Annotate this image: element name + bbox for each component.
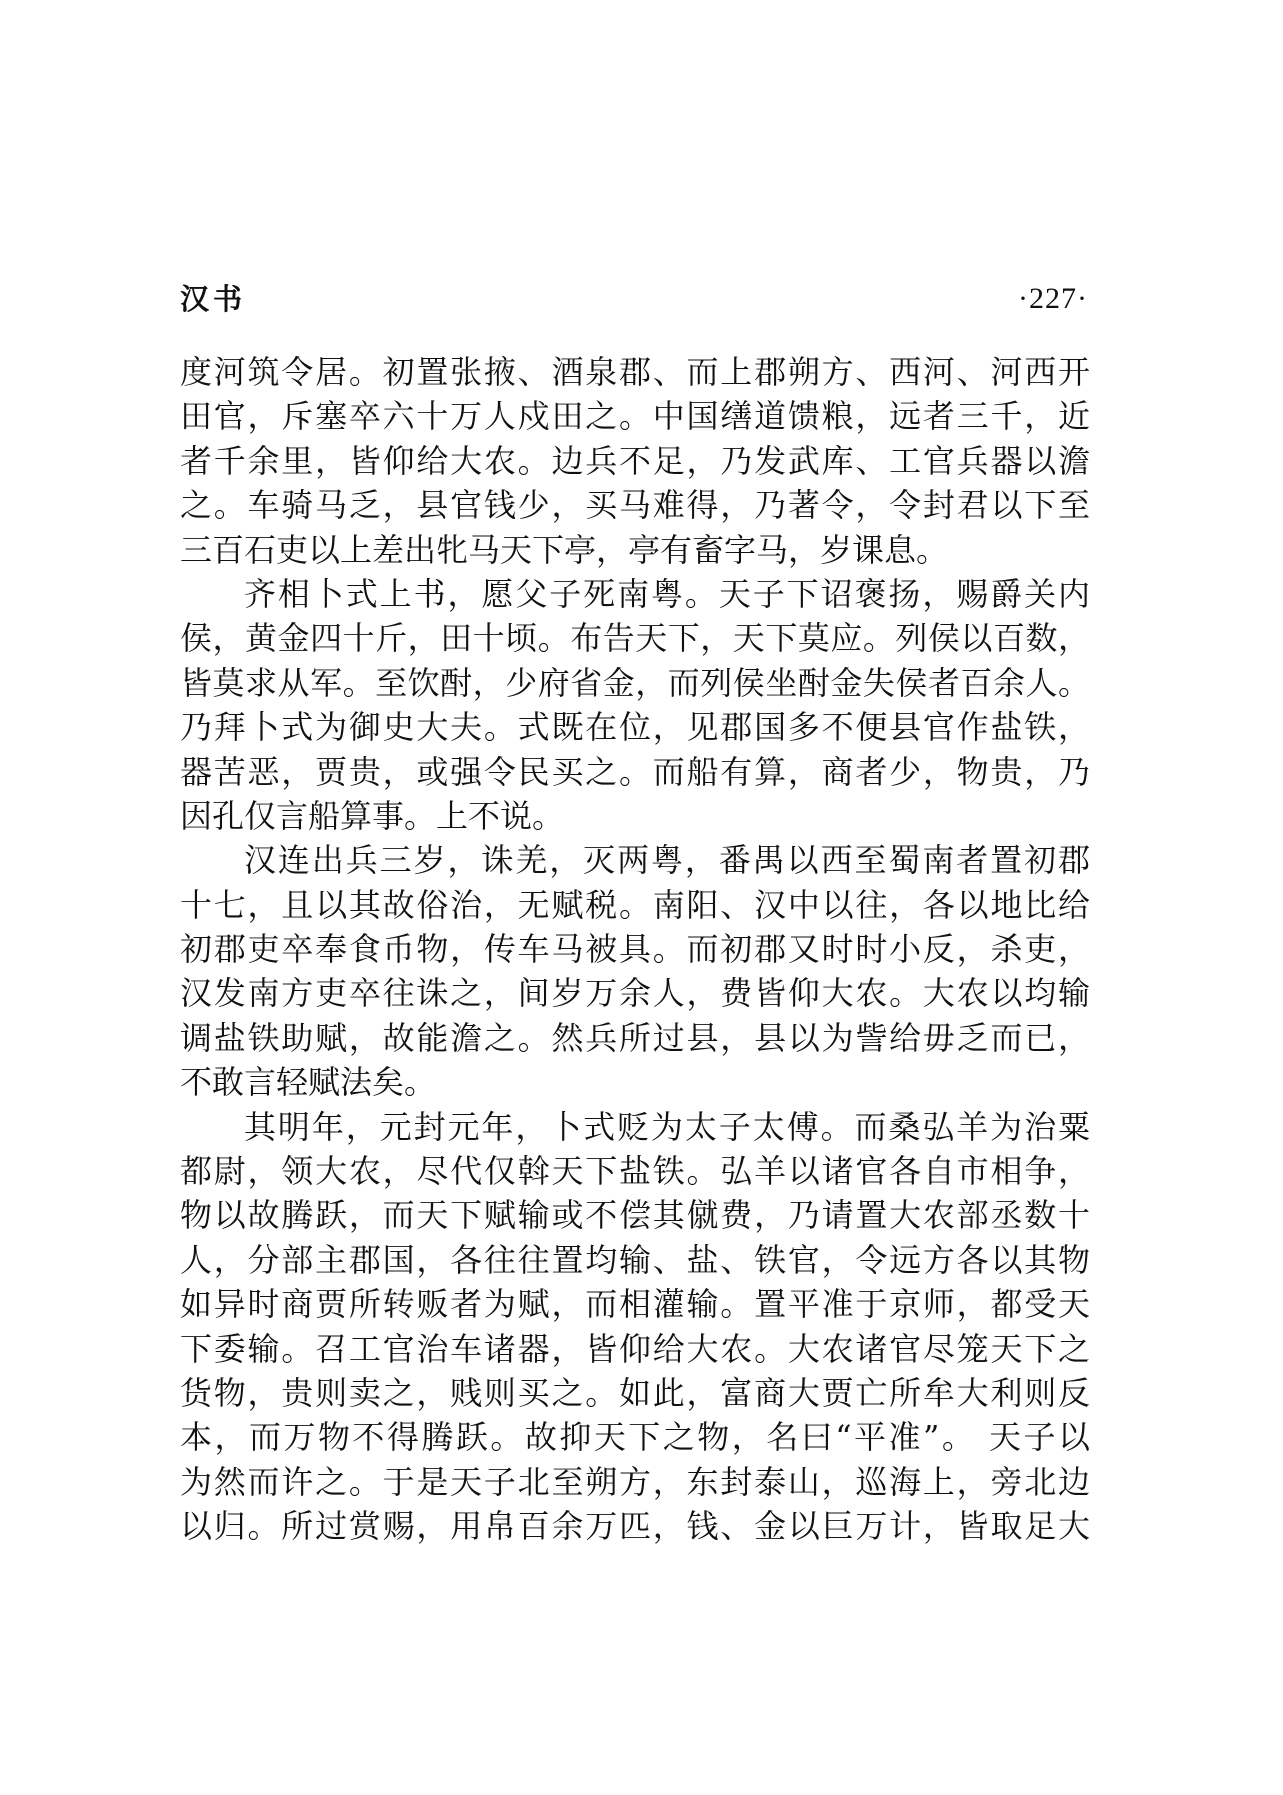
text-line: 度河筑令居。初置张掖、酒泉郡、而上郡朔方、西河、河西开 <box>180 353 1090 391</box>
text-line: 都尉，领大农，尽代仅斡天下盐铁。弘羊以诸官各自市相争， <box>180 1152 1090 1191</box>
page-header <box>180 276 1088 322</box>
text-line: 三百石吏以上差出牝马天下亭，亭有畜字马，岁课息。 <box>180 530 949 569</box>
text-line: 因孔仅言船算事。上不说。 <box>180 796 565 835</box>
text-line: 皆莫求从军。至饮酎，少府省金，而列侯坐酎金失侯者百余人。 <box>180 663 1090 702</box>
page-number: ·227· <box>1018 282 1088 315</box>
text-line: 不敢言轻赋法矣。 <box>180 1063 437 1102</box>
book-title: 汉书 <box>180 282 247 316</box>
text-line: 器苦恶，贾贵，或强令民买之。而船有算，商者少，物贵，乃 <box>180 752 1090 791</box>
body-text <box>180 350 1090 1549</box>
text-line: 者千余里，皆仰给大农。边兵不足，乃发武库、工官兵器以澹 <box>180 441 1090 480</box>
text-line: 初郡吏卒奉食币物，传车马被具。而初郡又时时小反，杀吏， <box>180 930 1090 969</box>
text-line: 为然而许之。于是天子北至朔方，东封泰山，巡海上，旁北边 <box>180 1462 1090 1501</box>
text-line: 其明年，元封元年，卜式贬为太子太傅。而桑弘羊为治粟 <box>244 1107 1090 1146</box>
text-line: 以归。所过赏赐，用帛百余万匹，钱、金以巨万计，皆取足大 <box>180 1507 1090 1546</box>
text-line: 乃拜卜式为御史大夫。式既在位，见郡国多不便县官作盐铁， <box>180 708 1090 747</box>
text-line: 汉连出兵三岁，诛羌，灭两粤，番禺以西至蜀南者置初郡 <box>244 841 1090 880</box>
text-line: 汉发南方吏卒往诛之，间岁万余人，费皆仰大农。大农以均输 <box>180 974 1090 1013</box>
text-line: 十七，且以其故俗治，无赋税。南阳、汉中以往，各以地比给 <box>180 885 1090 924</box>
text-line: 调盐铁助赋，故能澹之。然兵所过县，县以为訾给毋乏而已， <box>180 1018 1090 1057</box>
text-line: 货物，贵则卖之，贱则买之。如此，富商大贾亡所牟大利则反 <box>180 1373 1090 1412</box>
text-line: 下委输。召工官治车诸器，皆仰给大农。大农诸官尽笼天下之 <box>180 1329 1090 1368</box>
text-line: 侯，黄金四十斤，田十顷。布告天下，天下莫应。列侯以百数， <box>180 619 1090 658</box>
text-line: 本，而万物不得腾跃。故抑天下之物，名曰“平准”。 天子以 <box>180 1418 1090 1457</box>
text-line: 如异时商贾所转贩者为赋，而相灌输。置平准于京师，都受天 <box>180 1285 1090 1324</box>
text-line: 之。车骑马乏，县官钱少，买马难得，乃著令，令封君以下至 <box>180 486 1090 525</box>
text-line: 田官，斥塞卒六十万人戍田之。中国缮道馈粮，远者三千，近 <box>180 397 1090 436</box>
text-line: 人，分部主郡国，各往往置均输、盐、铁官，令远方各以其物 <box>180 1240 1090 1279</box>
text-line: 齐相卜式上书，愿父子死南粤。天子下诏褒扬，赐爵关内 <box>244 574 1090 613</box>
text-line: 物以故腾跃，而天下赋输或不偿其僦费，乃请置大农部丞数十 <box>180 1196 1090 1235</box>
